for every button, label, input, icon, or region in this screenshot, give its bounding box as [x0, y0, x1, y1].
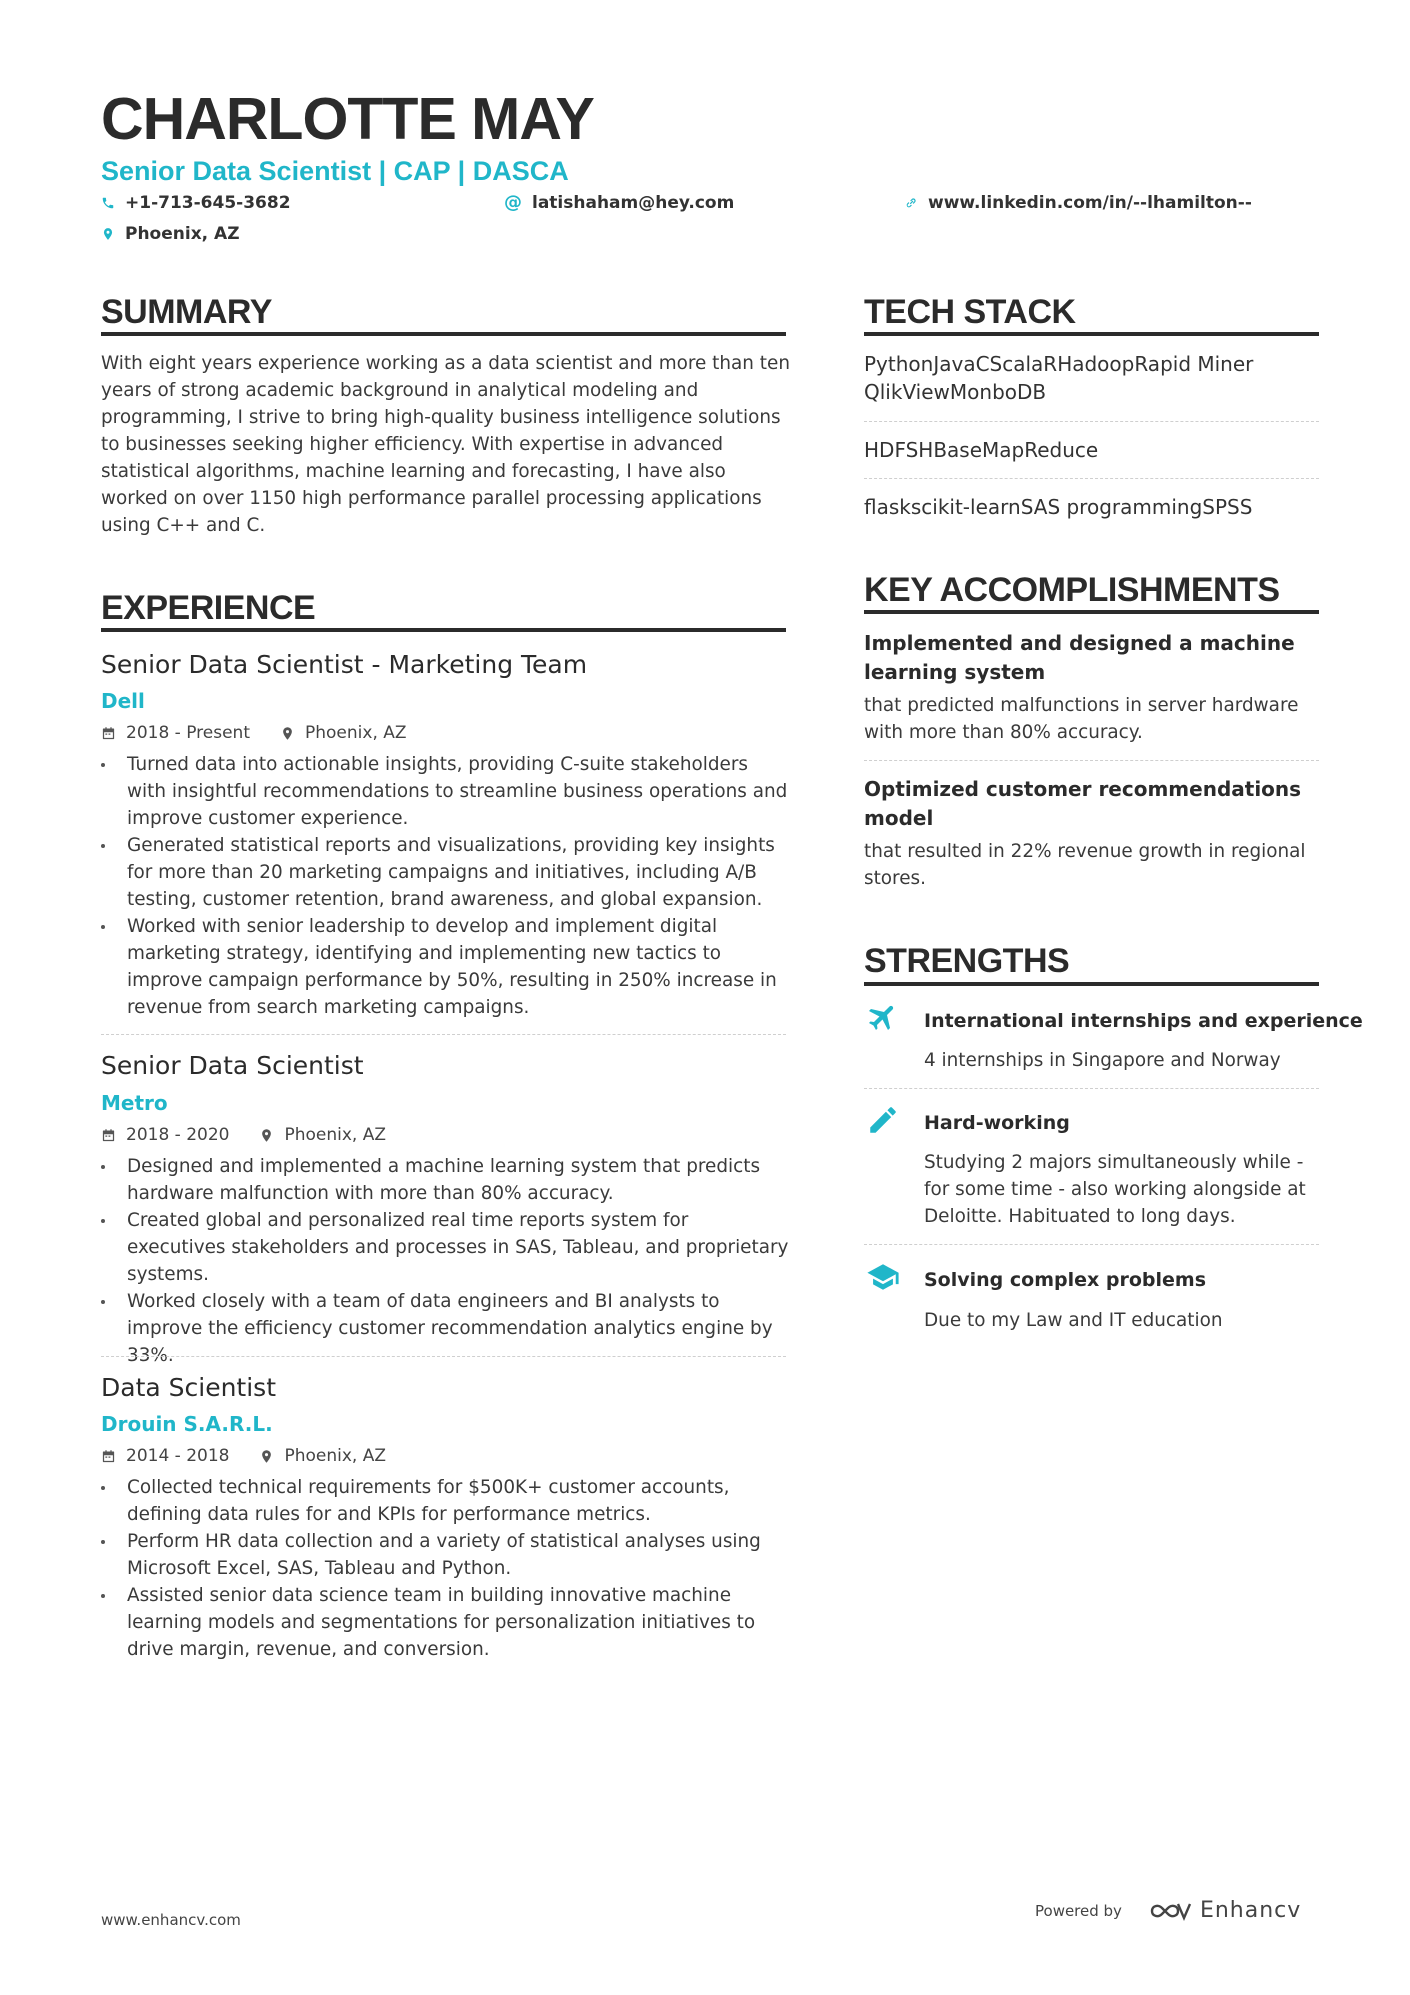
tech-stack-divider [864, 332, 1319, 336]
calendar-icon [101, 726, 116, 741]
accomplishment-desc: that predicted malfunctions in server hardware with more than 80% accuracy. [864, 695, 1299, 743]
powered-by-label: Powered by [1035, 1901, 1122, 1920]
job-company: Dell [101, 689, 145, 713]
job-bullets [101, 1153, 791, 1369]
accomplishment-title: Implemented and designed a machine learning system [864, 631, 1295, 684]
phone-text: +1-713-645-3682 [125, 193, 291, 213]
candidate-name: CHARLOTTE MAY [101, 86, 594, 152]
plane-icon [866, 1000, 900, 1034]
accomplishment-desc: that resulted in 22% revenue growth in regional stores. [864, 841, 1306, 889]
location-pin-icon [259, 1449, 274, 1464]
experience-heading: EXPERIENCE [101, 589, 316, 627]
job-company: Metro [101, 1091, 168, 1115]
job-bullet: Worked with senior leadership to develop and implement digital marketing strategy, identifying and implementing new tactics to improve campaign performance by 50%, resulting in 250% increase in revenue from search marketing campaigns. [101, 913, 791, 1021]
summary-text: With eight years experience working as a data scientist and more than ten years of strong academic background in analytical modeling and programming, I strive to bring high-quality business intelligence solutions to businesses seeking higher efficiency. With expertise in advanced statistical algorithms, machine learning and forecasting, I have also worked on over 1150 high performance parallel processing applications using C++ and C. [101, 353, 790, 536]
strength-title: International internships and experience [924, 1010, 1363, 1032]
experience-divider [101, 628, 786, 632]
at-icon: @ [504, 192, 522, 213]
enhancv-logo-icon [1148, 1899, 1192, 1923]
job-bullet: Turned data into actionable insights, providing C-suite stakeholders with insightful recommendations to streamline business operations and improve customer experience. [101, 751, 791, 832]
strengths-heading: STRENGTHS [864, 942, 1070, 980]
job-bullet: Perform HR data collection and a variety of statistical analyses using Microsoft Excel, SAS, Tableau and Python. [101, 1528, 791, 1582]
job-dates: 2018 - 2020 [126, 1125, 230, 1145]
job-bullet: Assisted senior data science team in building innovative machine learning models and segmentations for personalization initiatives to drive margin, revenue, and conversion. [101, 1582, 791, 1663]
footer-branding [1035, 1898, 1301, 1923]
phone-icon [101, 196, 115, 210]
tech-stack-line: flaskscikit-learnSAS programmingSPSS [864, 495, 1253, 519]
strength-desc: Due to my Law and IT education [924, 1310, 1223, 1331]
strength-separator [864, 1088, 1319, 1089]
job-dates: 2014 - 2018 [126, 1446, 230, 1466]
tech-stack-heading: TECH STACK [864, 293, 1076, 331]
tech-stack-line: PythonJavaCScalaRHadoopRapid Miner QlikViewMonboDB [864, 352, 1254, 404]
job-bullet: Created global and personalized real time reports system for executives stakeholders and processes in SAS, Tableau, and proprietary systems. [101, 1207, 791, 1288]
accomplishment-title: Optimized customer recommendations model [864, 777, 1302, 830]
calendar-icon [101, 1449, 116, 1464]
calendar-icon [101, 1128, 116, 1143]
job-meta [101, 1124, 386, 1146]
tech-separator [864, 421, 1319, 422]
footer-website[interactable]: www.enhancv.com [101, 1911, 241, 1929]
job-role: Senior Data Scientist - Marketing Team [101, 650, 588, 679]
job-dates: 2018 - Present [126, 723, 250, 743]
accomplishments-heading: KEY ACCOMPLISHMENTS [864, 571, 1280, 609]
location-pin-icon [101, 227, 115, 241]
job-separator [101, 1034, 786, 1035]
accomplishment-separator [864, 760, 1319, 761]
strength-desc: Studying 2 majors simultaneously while - for some time - also working alongside at Deloitte. Habituated to long days. [924, 1152, 1306, 1227]
job-meta [101, 722, 407, 744]
job-bullet: Collected technical requirements for $500K+ customer accounts, defining data rules for and KPIs for performance metrics. [101, 1474, 791, 1528]
enhancv-logo[interactable] [1148, 1898, 1301, 1923]
job-location: Phoenix, AZ [284, 1446, 387, 1466]
job-bullet: Designed and implemented a machine learning system that predicts hardware malfunction with more than 80% accuracy. [101, 1153, 791, 1207]
summary-heading: SUMMARY [101, 293, 272, 331]
candidate-title: Senior Data Scientist | CAP | DASCA [101, 156, 569, 186]
accomplishments-divider [864, 610, 1319, 614]
summary-divider [101, 332, 786, 336]
contact-phone[interactable] [101, 192, 291, 214]
strength-desc: 4 internships in Singapore and Norway [924, 1050, 1281, 1071]
job-separator [101, 1356, 786, 1357]
email-text: latishaham@hey.com [532, 193, 735, 213]
link-icon [904, 196, 918, 210]
strengths-divider [864, 982, 1319, 986]
location-text: Phoenix, AZ [125, 224, 240, 244]
job-location: Phoenix, AZ [305, 723, 407, 743]
contact-location [101, 223, 240, 245]
location-pin-icon [259, 1128, 274, 1143]
job-bullets [101, 1474, 791, 1663]
brand-name: Enhancv [1199, 1898, 1302, 1923]
strength-title: Hard-working [924, 1112, 1070, 1134]
job-meta [101, 1445, 386, 1467]
tech-separator [864, 478, 1319, 479]
linkedin-text: www.linkedin.com/in/--lhamilton-- [928, 193, 1252, 213]
pencil-icon [866, 1103, 900, 1137]
graduation-cap-icon [866, 1260, 900, 1294]
contact-linkedin[interactable] [904, 192, 1252, 214]
job-role: Data Scientist [101, 1373, 276, 1402]
job-company: Drouin S.A.R.L. [101, 1412, 273, 1436]
tech-stack-line: HDFSHBaseMapReduce [864, 438, 1099, 462]
contact-email[interactable] [504, 192, 734, 214]
job-bullets [101, 751, 791, 1021]
strength-separator [864, 1244, 1319, 1245]
job-bullet: Worked closely with a team of data engineers and BI analysts to improve the efficiency customer recommendation analytics engine by 33%. [101, 1288, 791, 1369]
job-location: Phoenix, AZ [284, 1125, 387, 1145]
job-role: Senior Data Scientist [101, 1051, 364, 1080]
strength-title: Solving complex problems [924, 1269, 1207, 1291]
job-bullet: Generated statistical reports and visualizations, providing key insights for more than 20 marketing campaigns and initiatives, including A/B testing, customer retention, brand awareness, and global expansion. [101, 832, 791, 913]
location-pin-icon [280, 726, 295, 741]
